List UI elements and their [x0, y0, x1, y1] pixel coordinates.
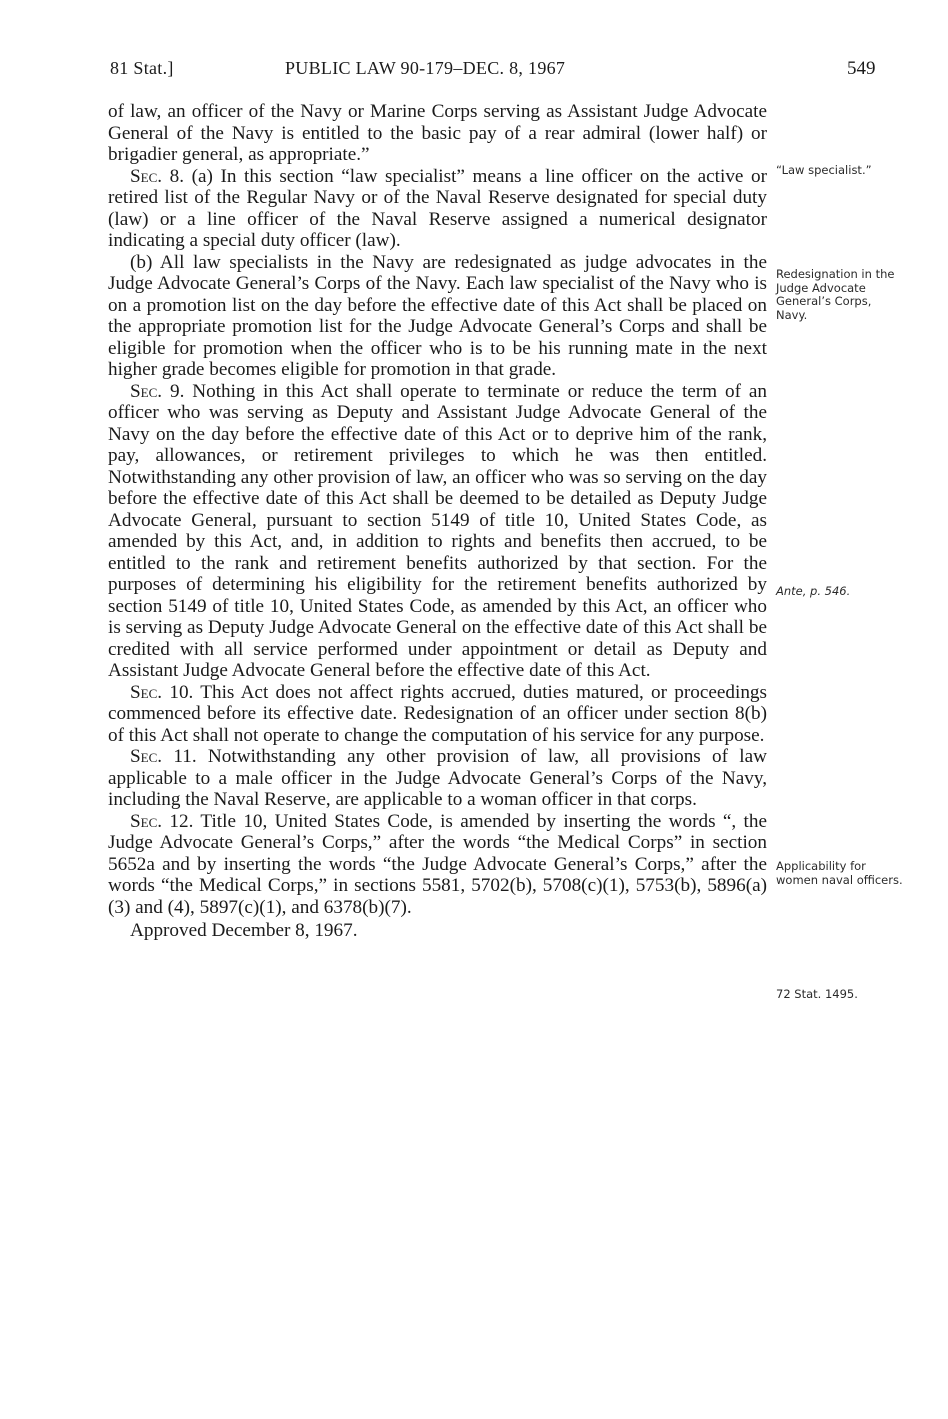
section-text: This Act does not affect rights accrued, duties matured, or proceedings commenced before its effective date. Redesignation of an officer under section 8(b) of this Act shall not operate to change the computation of his service for any purpose.	[108, 681, 767, 746]
margin-note-redesignation: Redesignation in the Judge Advocate General’s Corps, Navy.	[776, 267, 895, 322]
margin-note-statute-reference: 72 Stat. 1495.	[776, 987, 858, 1001]
margin-note-ante: Ante, p. 546.	[776, 584, 851, 598]
section-9	[108, 381, 767, 682]
section-label: Sec. 9.	[130, 380, 185, 402]
section-text: Nothing in this Act shall operate to terminate or reduce the term of an officer who was serving as Deputy and Assistant Judge Advocate General of the Navy on the day before the effective date of this Act or to deprive him of the rank, pay, allowances, or retirement privileges to which he was then entitled. Notwithstanding any other provision of law, an officer who was so serving on the day before the effective date of this Act shall be deemed to be detailed as Deputy Judge Advocate General, pursuant to section 5149 of title 10, United States Code, as amended by this Act, and, in addition to rights and benefits then accrued, to be entitled to the rank and retirement benefits authorized by that section. For the purposes of determining his eligibility for the retirement benefits authorized by section 5149 of title 10, United States Code, as amended by this Act, an officer who is serving as Deputy Judge Advocate General on the effective date of this Act shall be credited with all service performed under appointment or detail as Deputy and Assistant Judge Advocate General before the effective date of this Act.	[108, 380, 767, 681]
continuation-paragraph: of law, an officer of the Navy or Marine Corps serving as Assistant Judge Advocate General of the Navy is entitled to the basic pay of a rear admiral (lower half) or brigadier general, as appropriate.”	[108, 101, 767, 165]
margin-note-law-specialist: “Law specialist.”	[776, 163, 872, 177]
statute-body	[108, 101, 767, 942]
section-label: Sec. 12.	[130, 810, 194, 832]
law-title: PUBLIC LAW 90-179–DEC. 8, 1967	[285, 58, 566, 78]
approval-date: Approved December 8, 1967.	[130, 920, 358, 941]
page-number: 549	[847, 58, 876, 79]
margin-note-applicability: Applicability for women naval officers.	[776, 859, 903, 887]
section-text: Notwithstanding any other provision of law, all provisions of law applicable to a male officer in the Judge Advocate General’s Corps of the Navy, including the Naval Reserve, are applicable to a woman officer in that corps.	[108, 746, 767, 810]
section-10	[108, 682, 767, 747]
section-11	[108, 746, 767, 811]
section-label: Sec. 11.	[130, 746, 197, 767]
section-label: Sec. 8.	[130, 165, 185, 187]
section-label: Sec. 10.	[130, 681, 194, 703]
section-12	[108, 811, 767, 919]
volume-reference: 81 Stat.]	[110, 58, 174, 78]
section-8a	[108, 166, 767, 252]
section-8b: (b) All law specialists in the Navy are redesignated as judge advocates in the Judge Advocate General’s Corps of the Navy. Each law specialist of the Navy who is on a promotion list on the day before the effective date of this Act shall be placed on the appropriate promotion list for the Judge Advocate General’s Corps and shall be eligible for promotion when the officer who is to be his running mate in the next higher grade becomes eligible for promotion in that grade.	[108, 251, 767, 380]
section-text: Title 10, United States Code, is amended by inserting the words “, the Judge Advocate General’s Corps,” after the words “the Medical Corps” in section 5652a and by inserting the words “the Judge Advocate General’s Corps,” after the words “the Medical Corps,” in sections 5581, 5702(b), 5708(c)(1), 5753(b), 5896(a)(3) and (4), 5897(c)(1), and 6378(b)(7).	[108, 810, 767, 918]
running-header	[110, 58, 890, 84]
section-text: (a) In this section “law specialist” means a line officer on the active or retired list of the Regular Navy or of the Naval Reserve designated for special duty (law) or a line officer of the Naval Reserve assigned a numerical designator indicating a special duty officer (law).	[108, 165, 767, 251]
